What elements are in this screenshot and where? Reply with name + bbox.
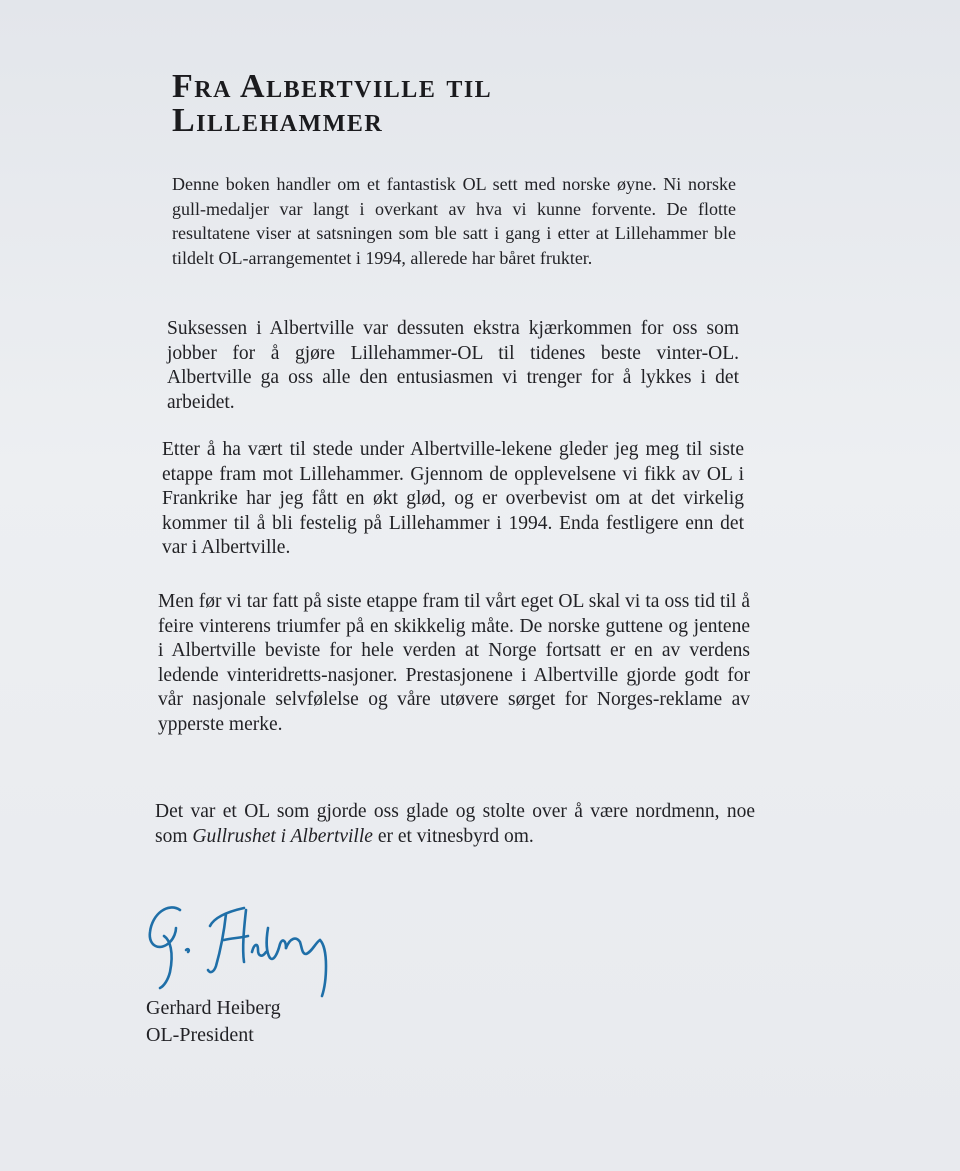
paragraph-4: Men før vi tar fatt på siste etappe fram til vårt eget OL skal vi ta oss tid til å feire vinterens triumfer på en skikkelig måte. De norske guttene og jentene i Albertville beviste for hele verden at Norge fortsatt er en av verdens ledende vinteridretts-nasjoner. Prestasjonene i Albertville gjorde godt for vår nasjonale selvfølelse og våre utøvere sørget for Norges-reklame av ypperste merke. [158,591,750,735]
book-title-italic: Gullrushet i Albertville [192,825,373,847]
title-line-2: Lillehammer [172,102,384,139]
signatory-name: Gerhard Heiberg [146,997,281,1019]
title-line-1: Fra Albertville til [172,68,493,105]
paragraph-5-text-start: Det var et OL som gjorde oss glade og stolte over å være nordmenn, noe som [155,801,755,847]
paragraph-1: Denne boken handler om et fantastisk OL sett med norske øyne. Ni norske gull-medaljer var langt i overkant av hva vi kunne forvente. De flotte resultatene viser at satsningen som ble satt i gang i etter at Lillehammer ble tildelt OL-arrangementet i 1994, allerede har båret frukter. [172,174,736,268]
paragraph-5 [155,800,755,849]
page-title [172,70,492,138]
paragraph-2: Suksessen i Albertville var dessuten ekstra kjærkommen for oss som jobber for å gjøre Lillehammer-OL til tidenes beste vinter-OL. Albertville ga oss alle den entusiasmen vi trenger for å lykkes i det arbeidet. [167,318,739,413]
paragraph-3: Etter å ha vært til stede under Albertville-lekene gleder jeg meg til siste etappe fram mot Lillehammer. Gjennom de opplevelsene vi fikk av OL i Frankrike har jeg fått en økt glød, og er overbevist om at det virkelig kommer til å bli festelig på Lillehammer i 1994. Enda festligere enn det var i Albertville. [162,439,744,558]
handwritten-signature [140,892,350,1002]
signatory-role: OL-President [146,1024,254,1046]
paragraph-5-text-end: er et vitnesbyrd om. [372,825,534,847]
